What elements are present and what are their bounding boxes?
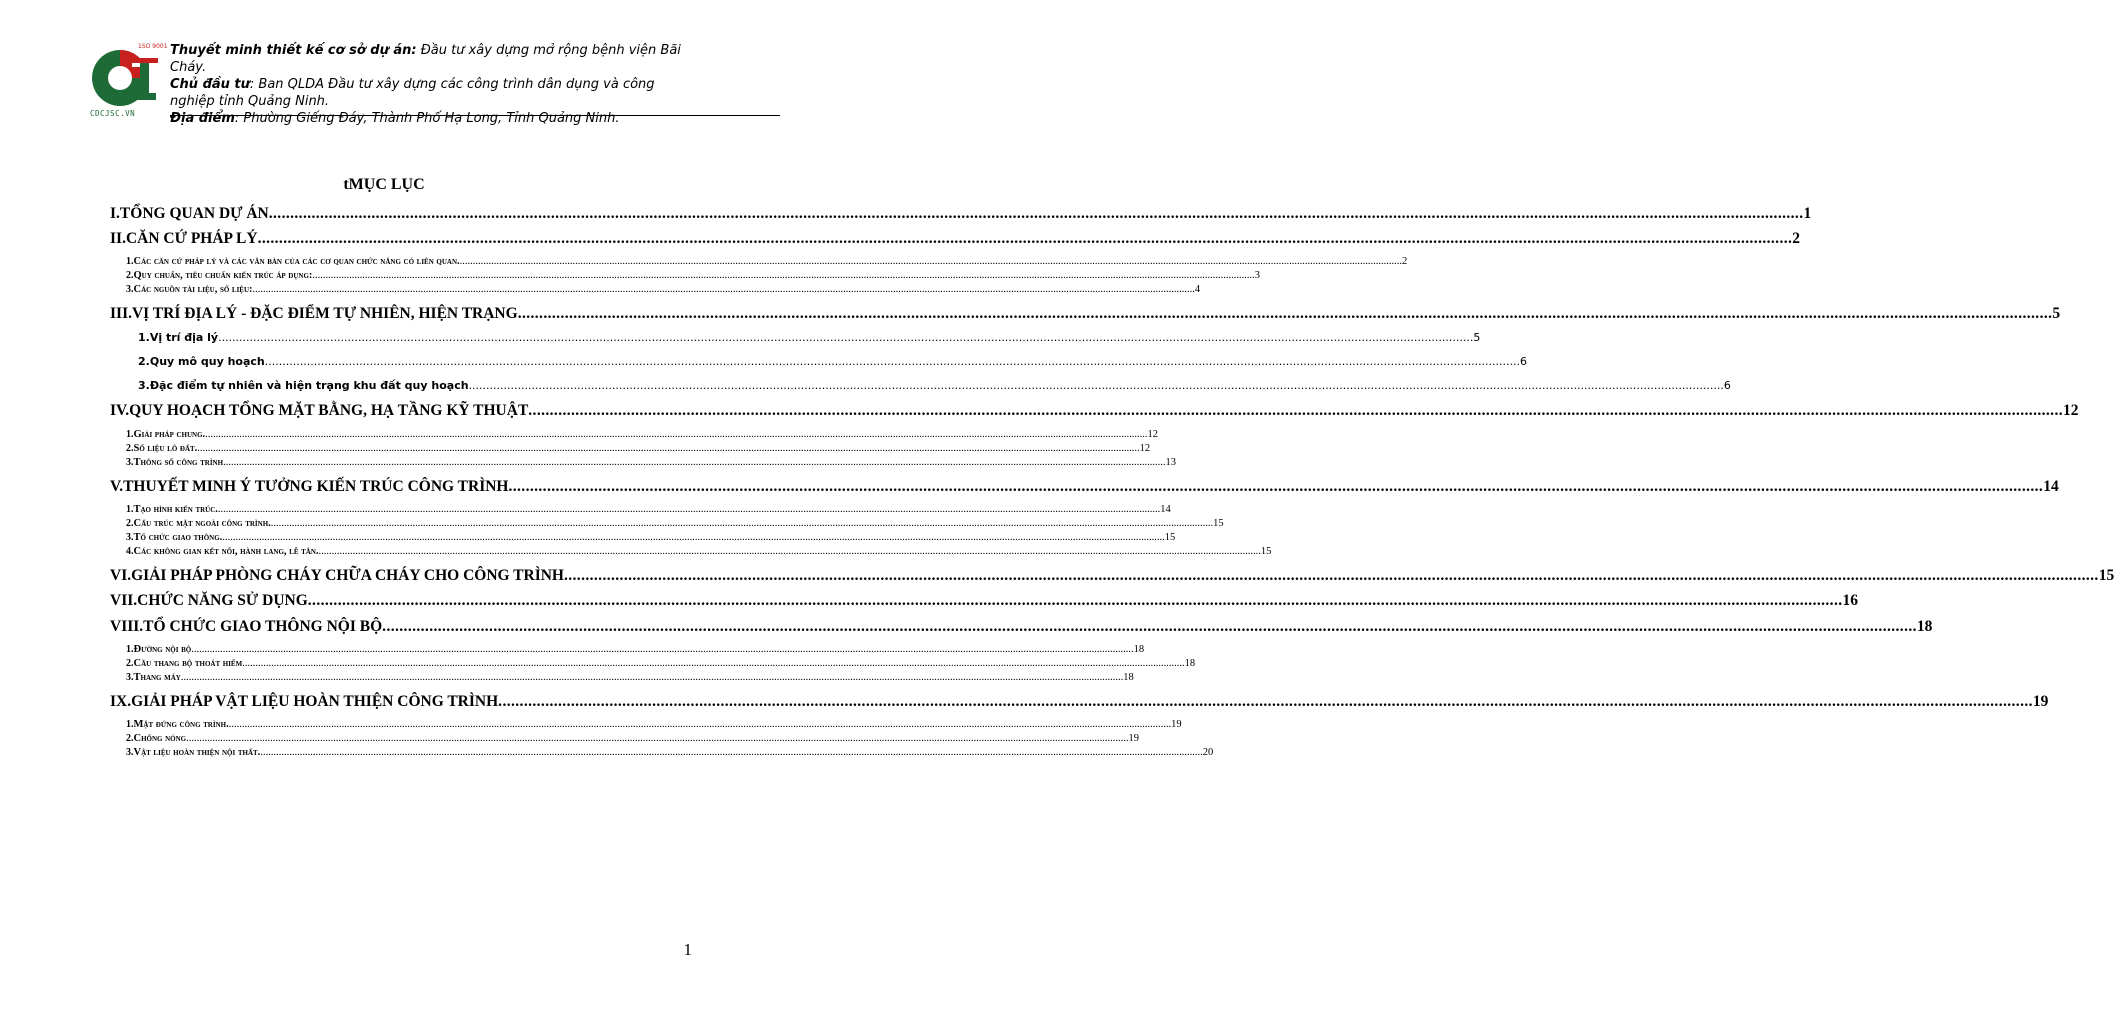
toc-section-entry[interactable] (110, 618, 1933, 640)
toc-entry-text: Vị trí địa lý (149, 331, 219, 344)
toc-entry-text: Các không gian kết nối, hành lang, lễ tân. (133, 546, 319, 557)
toc-entry-page: 19 (2032, 693, 2049, 710)
toc-entry-page: 3 (1254, 270, 1261, 281)
toc-dot-leader (186, 733, 1128, 744)
toc-entry-page: 12 (1139, 443, 1151, 454)
toc-entry-number: IX. (110, 693, 132, 710)
toc-dot-leader (308, 592, 1843, 610)
toc-section-entry[interactable] (110, 592, 1859, 614)
toc-entry-page: 5 (2052, 305, 2061, 322)
toc-entry-page: 15 (1260, 546, 1272, 557)
toc-entry-number: 1. (126, 429, 134, 440)
header-line-project: Thuyết minh thiết kế cơ sở dự án: Đầu tư xây dựng mở rộng bệnh viện Bãi Cháy. (170, 43, 681, 75)
toc-entry-text: TỔNG QUAN DỰ ÁN (119, 205, 269, 222)
toc-entry-page: 18 (1184, 658, 1196, 669)
toc-subsection-entry[interactable] (126, 733, 1139, 746)
toc-entry-page: 15 (1213, 518, 1224, 529)
toc-subsection-entry[interactable] (138, 331, 1481, 347)
toc-entry-text: GIẢI PHÁP PHÒNG CHÁY CHỮA CHÁY CHO CÔNG TRÌNH (131, 567, 564, 584)
toc-dot-leader (564, 567, 2099, 585)
toc-entry-page: 18 (1123, 672, 1134, 683)
toc-entry-text: TỔ CHỨC GIAO THÔNG NỘI BỘ (143, 618, 383, 635)
toc-dot-leader (229, 719, 1171, 730)
svg-text:CDCJSC.VN: CDCJSC.VN (90, 109, 136, 118)
toc-entry-text: Mặt đứng công trình. (133, 719, 229, 730)
toc-entry-text: CĂN CỨ PHÁP LÝ (125, 230, 258, 247)
toc-subsection-entry[interactable] (126, 747, 1214, 760)
toc-subsection-entry[interactable] (126, 429, 1159, 442)
toc-subsection-entry[interactable] (126, 658, 1196, 671)
toc-section-entry[interactable] (110, 305, 2061, 327)
toc-dot-leader (319, 546, 1261, 557)
toc-entry-page: 14 (1160, 504, 1171, 515)
toc-dot-leader (218, 504, 1160, 515)
toc-entry-number: 1. (126, 504, 134, 515)
toc-entry-page: 12 (2063, 402, 2079, 419)
toc-subsection-entry[interactable] (138, 355, 1528, 371)
toc-dot-leader (518, 305, 2053, 323)
toc-entry-number: IV. (110, 402, 130, 419)
toc-dot-leader (460, 256, 1402, 267)
toc-entry-number: 3. (126, 532, 134, 543)
toc-dot-leader (223, 457, 1165, 468)
toc-dot-leader (242, 658, 1184, 669)
toc-section-entry[interactable] (110, 567, 2114, 589)
toc-entry-page: 20 (1202, 747, 1214, 758)
toc-dot-leader (265, 355, 1520, 368)
toc-entry-number: V. (110, 478, 124, 495)
toc-entry-text: Thang máy (133, 672, 181, 683)
toc-entry-number: 2. (126, 270, 134, 281)
toc-dot-leader (258, 230, 1793, 248)
toc-subsection-entry[interactable] (126, 270, 1261, 283)
toc-entry-text: Số liệu lô đất. (133, 443, 198, 454)
toc-entry-number: 1. (126, 644, 134, 655)
toc-subsection-entry[interactable] (126, 504, 1171, 517)
company-logo-icon (88, 40, 168, 118)
toc-entry-number: 3. (126, 747, 134, 758)
toc-section-entry[interactable] (110, 478, 2059, 500)
toc-entry-page: 2 (1792, 230, 1801, 247)
toc-entry-text: Cấu trúc mặt ngoài công trình. (133, 518, 271, 529)
toc-entry-number: VI. (110, 567, 132, 584)
toc-dot-leader (498, 693, 2033, 711)
toc-entry-number: 2. (138, 355, 150, 368)
toc-entry-page: 5 (1473, 331, 1481, 344)
toc-subsection-entry[interactable] (126, 672, 1134, 685)
toc-subsection-entry[interactable] (126, 256, 1408, 269)
toc-entry-text: Quy mô quy hoạch (149, 355, 265, 368)
toc-entry-number: 4. (126, 546, 134, 557)
toc-dot-leader (508, 478, 2043, 496)
toc-dot-leader (269, 205, 1804, 223)
toc-subsection-entry[interactable] (126, 546, 1272, 559)
toc-entry-text: Thông số công trình (133, 457, 224, 468)
toc-entry-page: 18 (1916, 618, 1933, 635)
toc-entry-page: 18 (1133, 644, 1145, 655)
toc-entry-page: 12 (1147, 429, 1159, 440)
toc-entry-number: 2. (126, 733, 134, 744)
toc-entry-page: 19 (1171, 719, 1182, 730)
toc-section-entry[interactable] (110, 402, 2079, 424)
toc-subsection-entry[interactable] (138, 379, 1731, 395)
toc-entry-number: 2. (126, 658, 134, 669)
header-rule (170, 115, 780, 116)
toc-dot-leader (528, 402, 2063, 420)
toc-entry-page: 14 (2043, 478, 2059, 495)
toc-entry-text: VỊ TRÍ ĐỊA LÝ - ĐẶC ĐIỂM TỰ NHIÊN, HIỆN TRẠNG (131, 305, 518, 322)
toc-entry-text: THUYẾT MINH Ý TƯỞNG KIẾN TRÚC CÔNG TRÌNH (123, 478, 509, 495)
toc-dot-leader (271, 518, 1213, 529)
page-number: 1 (683, 940, 692, 959)
toc-subsection-entry[interactable] (126, 644, 1145, 657)
toc-entry-number: 3. (126, 457, 134, 468)
toc-entry-text: Các nguồn tài liệu, số liệu: (133, 284, 253, 295)
toc-dot-leader (218, 331, 1473, 344)
toc-entry-number: 3. (138, 379, 150, 392)
toc-entry-number: VII. (110, 592, 138, 609)
toc-dot-leader (312, 270, 1254, 281)
toc-entry-number: I. (110, 205, 120, 222)
toc-subsection-entry[interactable] (126, 443, 1151, 456)
toc-dot-leader (191, 644, 1133, 655)
toc-entry-number: 1. (126, 719, 134, 730)
toc-entry-page: 13 (1165, 457, 1176, 468)
toc-dot-leader (197, 443, 1139, 454)
toc-entry-number: 3. (126, 284, 134, 295)
toc-section-entry[interactable] (110, 693, 2049, 715)
toc-section-entry[interactable] (110, 230, 1801, 252)
toc-entry-text: GIẢI PHÁP VẬT LIỆU HOÀN THIỆN CÔNG TRÌNH (131, 693, 499, 710)
toc-entry-page: 6 (1520, 355, 1528, 368)
toc-entry-text: Đường nội bộ (133, 644, 192, 655)
toc-title: tMỤC LỤC (343, 176, 425, 193)
toc-entry-number: III. (110, 305, 132, 322)
toc-entry-number: VIII. (110, 618, 144, 635)
toc-dot-leader (222, 532, 1164, 543)
toc-entry-text: Chống nóng (133, 733, 187, 744)
toc-subsection-entry[interactable] (126, 518, 1224, 531)
toc-dot-leader (382, 618, 1917, 636)
toc-entry-text: Đặc điểm tự nhiên và hiện trạng khu đất quy hoạch (149, 379, 469, 392)
toc-entry-number: 1. (138, 331, 150, 344)
toc-subsection-entry[interactable] (126, 457, 1176, 470)
toc-entry-page: 4 (1194, 284, 1201, 295)
toc-entry-page: 1 (1803, 205, 1812, 222)
toc-entry-number: 1. (126, 256, 134, 267)
toc-entry-number: 3. (126, 672, 134, 683)
header-line-location: Địa điểm: Phường Giếng Đáy, Thành Phố Hạ Long, Tỉnh Quảng Ninh. (170, 111, 620, 126)
toc-entry-page: 16 (1842, 592, 1859, 609)
header-line-investor: Chủ đầu tư: Ban QLDA Đầu tư xây dựng các công trình dân dụng và công nghiệp tỉnh Quảng Ninh. (170, 77, 655, 109)
toc-entry-number: 2. (126, 443, 134, 454)
document-header (88, 40, 692, 126)
toc-dot-leader (205, 429, 1147, 440)
toc-section-entry[interactable] (110, 205, 1812, 227)
toc-dot-leader (253, 284, 1195, 295)
toc-dot-leader (181, 672, 1123, 683)
toc-entry-text: Quy chuẩn, tiêu chuẩn kiến trúc áp dụng: (133, 270, 313, 281)
toc-entry-page: 15 (2098, 567, 2114, 584)
toc-dot-leader (469, 379, 1724, 392)
toc-dot-leader (260, 747, 1202, 758)
toc-entry-text: QUY HOẠCH TỔNG MẶT BẰNG, HẠ TẦNG KỸ THUẬT (129, 402, 529, 419)
toc-entry-text: Vật liệu hoàn thiện nội thất. (133, 747, 261, 758)
toc-entry-text: Cầu thang bộ thoát hiểm (133, 658, 243, 669)
toc-entry-text: Giải pháp chung. (133, 429, 206, 440)
toc-entry-text: Tạo hình kiến trúc. (133, 504, 218, 515)
toc-entry-page: 19 (1128, 733, 1139, 744)
svg-text:1SO 9001: 1SO 9001 (138, 43, 168, 50)
toc-entry-text: Các căn cứ pháp lý và các văn bản của các cơ quan chức năng có liên quan. (133, 256, 460, 267)
toc-subsection-entry[interactable] (126, 532, 1176, 545)
toc-entry-page: 6 (1723, 379, 1731, 392)
toc-entry-number: II. (110, 230, 126, 247)
toc-entry-text: Tổ chức giao thông. (133, 532, 223, 543)
toc-entry-text: CHỨC NĂNG SỬ DỤNG (137, 592, 308, 609)
toc-entry-page: 15 (1164, 532, 1176, 543)
toc-subsection-entry[interactable] (126, 284, 1201, 297)
toc-entry-number: 2. (126, 518, 134, 529)
toc-subsection-entry[interactable] (126, 719, 1182, 732)
toc-entry-page: 2 (1402, 256, 1408, 267)
